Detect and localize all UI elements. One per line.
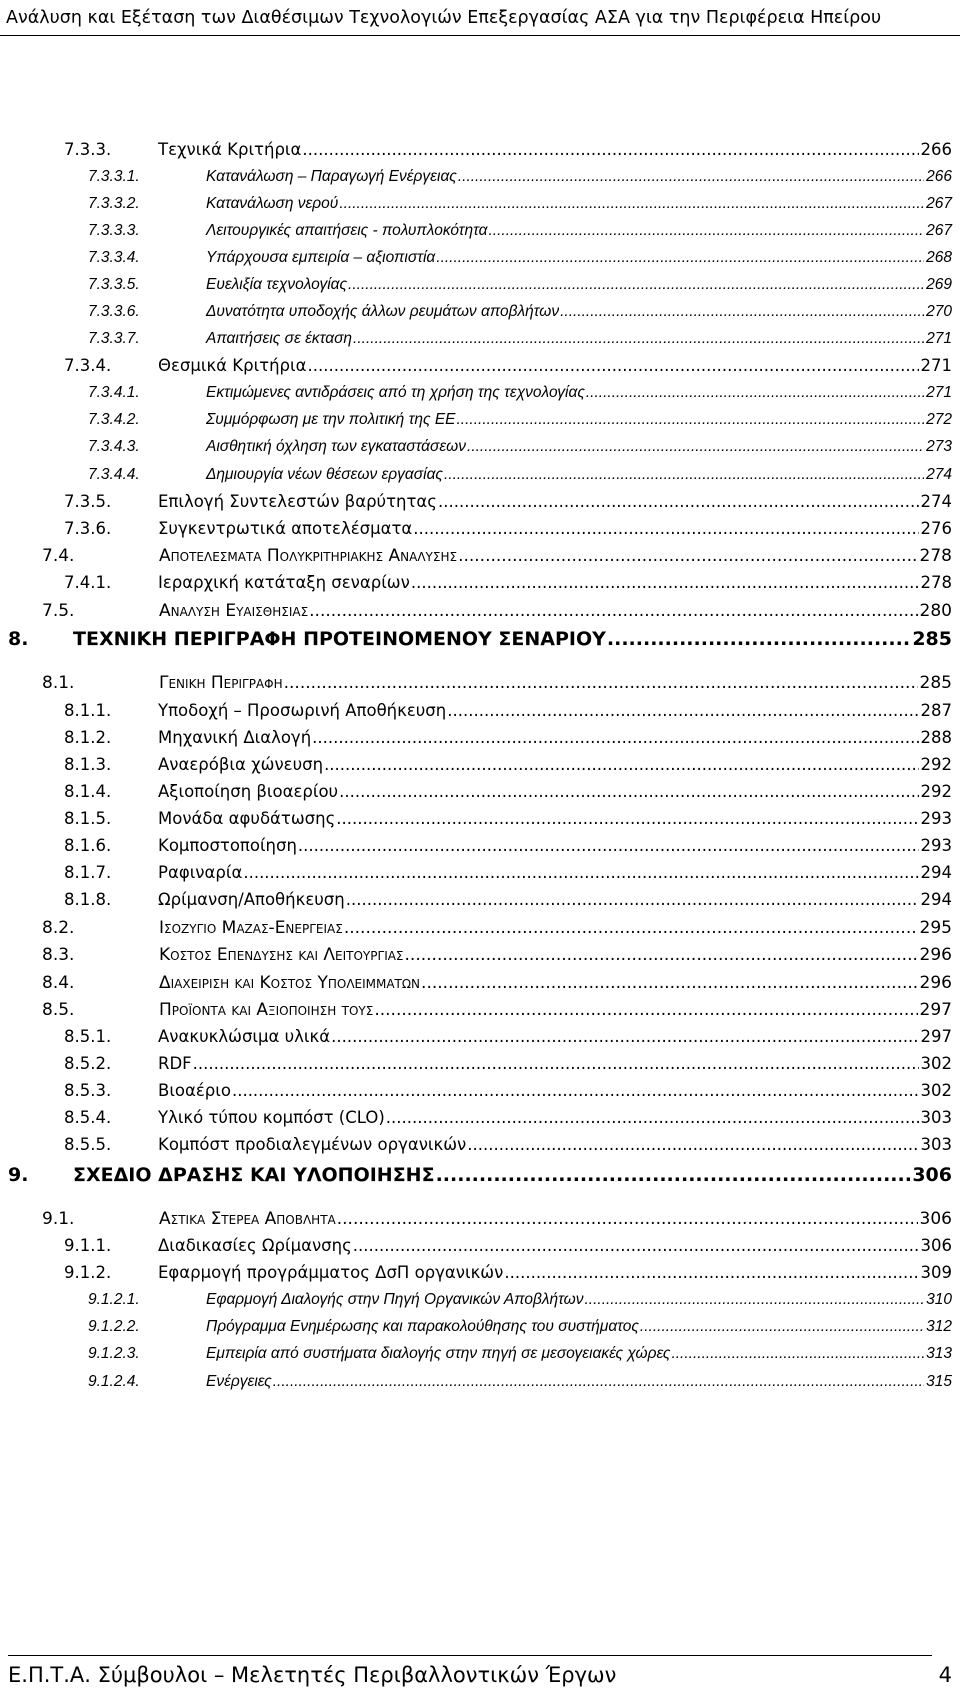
toc-entry-number: 7.3.3.3. bbox=[88, 222, 140, 239]
page-footer bbox=[8, 1660, 952, 1690]
toc-dot-leader bbox=[336, 806, 918, 832]
toc-entry-number: 7.3.4.2. bbox=[88, 411, 140, 428]
toc-entry-title: Ωρίμανση/Αποθήκευση bbox=[158, 890, 345, 909]
toc-entry-page: 306 bbox=[920, 1236, 952, 1255]
toc-entry-number: 7.4. bbox=[42, 546, 75, 566]
toc-entry-title: Αναερόβια χώνευση bbox=[158, 755, 324, 774]
toc-entry-title: Διαχειριση και Κοστος Υπολειμματων bbox=[159, 973, 421, 993]
toc-entry[interactable] bbox=[64, 489, 952, 515]
toc-entry-number: 8.1.7. bbox=[64, 863, 112, 882]
toc-entry-number: 8.2. bbox=[42, 918, 75, 938]
toc-entry-page: 303 bbox=[920, 1135, 952, 1154]
toc-dot-leader bbox=[331, 1024, 918, 1050]
toc-dot-leader bbox=[302, 137, 918, 163]
toc-dot-leader bbox=[193, 1051, 919, 1077]
toc-entry-title: Πρόγραμμα Ενημέρωσης και παρακολούθησης του συστήματος bbox=[206, 1318, 639, 1335]
toc-entry-title: Κατανάλωση νερού bbox=[206, 195, 339, 212]
toc-entry[interactable] bbox=[64, 1024, 952, 1050]
toc-entry-title: Ραφιναρία bbox=[158, 863, 243, 882]
toc-entry[interactable] bbox=[88, 1341, 952, 1367]
toc-entry-page: 306 bbox=[912, 1164, 952, 1186]
toc-entry-title: Κομποστοποίηση bbox=[158, 836, 297, 855]
toc-entry-number: 8.1.2. bbox=[64, 728, 112, 747]
toc-dot-leader bbox=[309, 598, 917, 624]
footer-page-number: 4 bbox=[938, 1663, 952, 1687]
toc-entry-title: Υποδοχή – Προσωρινή Αποθήκευση bbox=[158, 701, 447, 720]
toc-dot-leader bbox=[353, 1233, 919, 1259]
toc-entry-number: 8.1.8. bbox=[64, 890, 112, 909]
toc-dot-leader bbox=[671, 1341, 924, 1367]
toc-entry-title: Αξιοποίηση βιοαερίου bbox=[158, 782, 339, 801]
toc-entry-page: 274 bbox=[926, 466, 952, 483]
toc-dot-leader bbox=[444, 462, 924, 488]
toc-entry[interactable] bbox=[42, 970, 952, 996]
toc-entry-title: Υλικό τύπου κομπόστ (CLO) bbox=[158, 1108, 385, 1127]
toc-entry[interactable] bbox=[64, 570, 952, 596]
toc-entry-number: 7.3.6. bbox=[64, 519, 112, 538]
toc-entry-number: 9.1.2. bbox=[64, 1263, 112, 1282]
toc-entry[interactable] bbox=[88, 434, 952, 460]
toc-entry-number: 7.3.3.1. bbox=[88, 168, 140, 185]
toc-entry-title: ΣΧΕΔΙΟ ΔΡΑΣΗΣ ΚΑΙ ΥΛΟΠΟΙΗΣΗΣ bbox=[73, 1164, 435, 1186]
toc-entry-page: 310 bbox=[926, 1291, 952, 1308]
footer-text: Ε.Π.Τ.Α. Σύμβουλοι – Μελετητές Περιβαλλοντικών Έργων bbox=[8, 1663, 617, 1687]
toc-dot-leader bbox=[586, 380, 924, 406]
toc-dot-leader bbox=[447, 698, 918, 724]
toc-dot-leader bbox=[436, 245, 924, 271]
toc-entry[interactable] bbox=[42, 915, 952, 941]
toc-entry-number: 7.3.3.4. bbox=[88, 249, 140, 266]
toc-entry[interactable] bbox=[88, 245, 952, 271]
toc-entry-page: 294 bbox=[920, 890, 952, 909]
toc-dot-leader bbox=[504, 1260, 918, 1286]
toc-entry[interactable] bbox=[42, 942, 952, 968]
toc-entry-title: Συγκεντρωτικά αποτελέσματα bbox=[158, 519, 413, 538]
toc-entry-number: 8.1.5. bbox=[64, 809, 112, 828]
toc-entry-number: 7.3.4.1. bbox=[88, 384, 140, 401]
toc-entry-title: RDF bbox=[158, 1054, 192, 1073]
toc-entry[interactable] bbox=[88, 407, 952, 433]
toc-entry-title: Δυνατότητα υποδοχής άλλων ρευμάτων αποβλήτων bbox=[206, 303, 560, 320]
toc-entry-title: Ενέργειες bbox=[206, 1373, 272, 1390]
toc-entry[interactable] bbox=[64, 698, 952, 724]
toc-entry-page: 293 bbox=[920, 836, 952, 855]
toc-entry-page: 278 bbox=[920, 573, 952, 592]
toc-entry-page: 271 bbox=[926, 330, 952, 347]
toc-entry-title: Τεχνικά Κριτήρια bbox=[158, 140, 302, 159]
toc-dot-leader bbox=[411, 570, 919, 596]
toc-entry[interactable] bbox=[88, 218, 952, 244]
toc-entry[interactable] bbox=[64, 752, 952, 778]
toc-entry[interactable] bbox=[88, 191, 952, 217]
toc-dot-leader bbox=[324, 752, 918, 778]
toc-entry-title: Αισθητική όχληση των εγκαταστάσεων bbox=[206, 438, 467, 455]
toc-entry-number: 9. bbox=[8, 1164, 29, 1186]
toc-entry[interactable] bbox=[64, 1051, 952, 1077]
toc-entry[interactable] bbox=[64, 516, 952, 542]
toc-entry-title: ΤΕΧΝΙΚΗ ΠΕΡΙΓΡΑΦΗ ΠΡΟΤΕΙΝΟΜΕΝΟΥ ΣΕΝΑΡΙΟΥ bbox=[73, 628, 606, 650]
toc-entry-page: 309 bbox=[920, 1263, 952, 1282]
toc-dot-leader bbox=[284, 670, 918, 696]
toc-entry-title: Γενικη Περιγραφη bbox=[159, 673, 283, 693]
toc-entry[interactable] bbox=[64, 833, 952, 859]
toc-entry-number: 8. bbox=[8, 628, 29, 650]
toc-entry-title: Κοστος Επενδυσης και Λειτουργιας bbox=[159, 945, 404, 965]
toc-entry[interactable] bbox=[64, 860, 952, 886]
footer-rule bbox=[8, 1655, 932, 1656]
toc-entry[interactable] bbox=[64, 1105, 952, 1131]
toc-entry-page: 294 bbox=[920, 863, 952, 882]
toc-entry-title: Διαδικασίες Ωρίμανσης bbox=[158, 1236, 352, 1255]
toc-entry[interactable] bbox=[64, 779, 952, 805]
toc-entry-page: 296 bbox=[919, 973, 952, 993]
toc-dot-leader bbox=[413, 516, 918, 542]
toc-entry-title: Μονάδα αφυδάτωσης bbox=[158, 809, 336, 828]
toc-entry-title: Συμμόρφωση με την πολιτική της ΕΕ bbox=[206, 411, 456, 428]
toc-entry-number: 7.4.1. bbox=[64, 573, 112, 592]
toc-entry-title: Θεσμικά Κριτήρια bbox=[158, 356, 307, 375]
toc-entry-number: 8.5.4. bbox=[64, 1108, 112, 1127]
toc-entry-title: Εκτιμώμενες αντιδράσεις από τη χρήση της τεχνολογίας bbox=[206, 384, 585, 401]
toc-entry-title: Απαιτήσεις σε έκταση bbox=[206, 330, 353, 347]
toc-entry-title: Κατανάλωση – Παραγωγή Ενέργειας bbox=[206, 168, 457, 185]
toc-entry-number: 8.1.4. bbox=[64, 782, 112, 801]
toc-entry-number: 8.5. bbox=[42, 1000, 75, 1020]
toc-entry-number: 9.1.2.1. bbox=[88, 1291, 140, 1308]
toc-entry-page: 312 bbox=[926, 1318, 952, 1335]
toc-entry-page: 267 bbox=[926, 195, 952, 212]
toc-entry[interactable] bbox=[64, 1260, 952, 1286]
toc-entry-number: 7.3.3.2. bbox=[88, 195, 140, 212]
toc-dot-leader bbox=[273, 1369, 924, 1395]
toc-entry[interactable] bbox=[64, 353, 952, 379]
toc-entry-number: 9.1.1. bbox=[64, 1236, 112, 1255]
toc-dot-leader bbox=[308, 353, 919, 379]
toc-dot-leader bbox=[243, 860, 918, 886]
toc-entry-title: Υπάρχουσα εμπειρία – αξιοπιστία bbox=[206, 249, 436, 266]
toc-entry[interactable] bbox=[88, 1287, 952, 1313]
toc-dot-leader bbox=[640, 1314, 924, 1340]
toc-entry-number: 7.3.3.7. bbox=[88, 330, 140, 347]
toc-entry-page: 276 bbox=[920, 519, 952, 538]
toc-entry-number: 9.1.2.4. bbox=[88, 1373, 140, 1390]
toc-entry[interactable] bbox=[64, 887, 952, 913]
toc-entry[interactable] bbox=[64, 1233, 952, 1259]
toc-entry[interactable] bbox=[88, 380, 952, 406]
toc-entry-number: 7.3.3.5. bbox=[88, 276, 140, 293]
toc-entry-page: 288 bbox=[920, 728, 952, 747]
toc-entry-page: 268 bbox=[926, 249, 952, 266]
toc-entry[interactable] bbox=[42, 670, 952, 696]
toc-entry[interactable] bbox=[64, 1132, 952, 1158]
toc-entry-page: 274 bbox=[920, 492, 952, 511]
toc-entry-number: 7.3.3.6. bbox=[88, 303, 140, 320]
toc-entry-title: Ευελιξία τεχνολογίας bbox=[206, 276, 348, 293]
toc-entry-number: 9.1. bbox=[42, 1209, 75, 1229]
toc-entry-title: Εμπειρία από συστήματα διαλογής στην πηγή σε μεσογειακές χώρες bbox=[206, 1345, 671, 1362]
toc-dot-leader bbox=[467, 434, 924, 460]
toc-entry-title: Εφαρμογή Διαλογής στην Πηγή Οργανικών Αποβλήτων bbox=[206, 1291, 584, 1308]
toc-entry[interactable] bbox=[64, 1078, 952, 1104]
toc-entry-title: Λειτουργικές απαιτήσεις - πολυπλοκότητα bbox=[206, 222, 488, 239]
toc-entry-number: 8.1. bbox=[42, 673, 75, 693]
toc-entry-page: 297 bbox=[919, 1000, 952, 1020]
toc-dot-leader bbox=[489, 218, 925, 244]
toc-entry-page: 271 bbox=[920, 356, 952, 375]
toc-dot-leader bbox=[421, 970, 918, 996]
toc-entry-page: 303 bbox=[920, 1108, 952, 1127]
toc-entry-title: Δημιουργία νέων θέσεων εργασίας bbox=[206, 466, 443, 483]
toc-entry-page: 287 bbox=[920, 701, 952, 720]
toc-entry-page: 273 bbox=[926, 438, 952, 455]
toc-dot-leader bbox=[458, 543, 917, 569]
toc-entry-page: 267 bbox=[926, 222, 952, 239]
toc-dot-leader bbox=[457, 407, 925, 433]
toc-entry-number: 8.5.2. bbox=[64, 1054, 112, 1073]
toc-dot-leader bbox=[344, 915, 918, 941]
toc-entry-page: 296 bbox=[919, 945, 952, 965]
toc-entry-number: 7.3.4. bbox=[64, 356, 112, 375]
toc-entry-title: Επιλογή Συντελεστών βαρύτητας bbox=[158, 492, 437, 511]
toc-entry-page: 280 bbox=[919, 601, 952, 621]
toc-entry[interactable] bbox=[88, 462, 952, 488]
toc-dot-leader bbox=[353, 326, 924, 352]
toc-entry-number: 7.3.4.3. bbox=[88, 438, 140, 455]
toc-entry[interactable] bbox=[88, 1369, 952, 1395]
toc-entry-number: 8.1.1. bbox=[64, 701, 112, 720]
toc-entry-title: Αποτελεσματα Πολυκριτηριακης Αναλυσης bbox=[159, 546, 458, 566]
toc-entry-page: 293 bbox=[920, 809, 952, 828]
toc-entry-number: 7.3.3. bbox=[64, 140, 112, 159]
toc-entry[interactable] bbox=[88, 299, 952, 325]
toc-entry-page: 297 bbox=[920, 1027, 952, 1046]
toc-entry[interactable] bbox=[88, 164, 952, 190]
toc-entry[interactable] bbox=[42, 543, 952, 569]
toc-entry-page: 270 bbox=[926, 303, 952, 320]
toc-entry-page: 266 bbox=[920, 140, 952, 159]
toc-entry-number: 9.1.2.2. bbox=[88, 1318, 140, 1335]
toc-dot-leader bbox=[584, 1287, 924, 1313]
toc-entry[interactable] bbox=[88, 272, 952, 298]
toc-entry-title: Ισοζυγιο Μαζας-Ενεργειας bbox=[159, 918, 343, 938]
toc-entry-number: 7.3.5. bbox=[64, 492, 112, 511]
toc-dot-leader bbox=[386, 1105, 919, 1131]
toc-entry-page: 272 bbox=[926, 411, 952, 428]
toc-entry-page: 302 bbox=[920, 1054, 952, 1073]
toc-entry-page: 313 bbox=[926, 1345, 952, 1362]
toc-dot-leader bbox=[339, 779, 918, 805]
toc-entry[interactable] bbox=[8, 1162, 952, 1188]
toc-entry[interactable] bbox=[42, 598, 952, 624]
toc-entry-page: 302 bbox=[920, 1081, 952, 1100]
toc-entry-title: Κομπόστ προδιαλεγμένων οργανικών bbox=[158, 1135, 467, 1154]
toc-entry-title: Αστικα Στερεα Αποβλητα bbox=[159, 1209, 336, 1229]
toc-entry-page: 285 bbox=[912, 628, 952, 650]
toc-entry-page: 306 bbox=[919, 1209, 952, 1229]
toc-entry[interactable] bbox=[64, 806, 952, 832]
toc-dot-leader bbox=[298, 833, 919, 859]
toc-dot-leader bbox=[337, 1206, 918, 1232]
toc-entry[interactable] bbox=[88, 1314, 952, 1340]
toc-dot-leader bbox=[374, 997, 917, 1023]
toc-entry[interactable] bbox=[8, 626, 952, 652]
toc-entry-page: 315 bbox=[926, 1373, 952, 1390]
toc-dot-leader bbox=[348, 272, 924, 298]
toc-entry-title: Ανακυκλώσιμα υλικά bbox=[158, 1027, 331, 1046]
toc-dot-leader bbox=[438, 489, 919, 515]
toc-entry-page: 278 bbox=[919, 546, 952, 566]
toc-entry[interactable] bbox=[64, 137, 952, 163]
toc-entry[interactable] bbox=[42, 997, 952, 1023]
toc-entry-number: 8.1.6. bbox=[64, 836, 112, 855]
toc-dot-leader bbox=[607, 626, 910, 652]
toc-entry-title: Αναλυση Ευαισθησιας bbox=[159, 601, 309, 621]
toc-dot-leader bbox=[436, 1162, 911, 1188]
toc-entry-title: Ιεραρχική κατάταξη σεναρίων bbox=[158, 573, 410, 592]
toc-dot-leader bbox=[346, 887, 919, 913]
toc-dot-leader bbox=[312, 725, 918, 751]
toc-entry-page: 269 bbox=[926, 276, 952, 293]
toc-entry-number: 7.3.4.4. bbox=[88, 466, 140, 483]
toc-dot-leader bbox=[405, 942, 918, 968]
toc-entry[interactable] bbox=[42, 1206, 952, 1232]
toc-entry-page: 292 bbox=[920, 755, 952, 774]
toc-entry-number: 8.5.3. bbox=[64, 1081, 112, 1100]
toc-entry-title: Μηχανική Διαλογή bbox=[158, 728, 312, 747]
toc-entry[interactable] bbox=[64, 725, 952, 751]
toc-entry-number: 8.4. bbox=[42, 973, 75, 993]
toc-entry-number: 9.1.2.3. bbox=[88, 1345, 140, 1362]
header-title: Ανάλυση και Εξέταση των Διαθέσιμων Τεχνολογιών Επεξεργασίας ΑΣΑ για την Περιφέρεια Ηπείρου bbox=[6, 8, 882, 28]
toc-entry[interactable] bbox=[88, 326, 952, 352]
toc-dot-leader bbox=[560, 299, 924, 325]
toc-entry-number: 8.3. bbox=[42, 945, 75, 965]
toc-entry-number: 8.1.3. bbox=[64, 755, 112, 774]
toc-entry-page: 295 bbox=[919, 918, 952, 938]
toc-entry-number: 7.5. bbox=[42, 601, 75, 621]
toc-dot-leader bbox=[467, 1132, 918, 1158]
toc-entry-number: 8.5.1. bbox=[64, 1027, 112, 1046]
toc-entry-page: 266 bbox=[926, 168, 952, 185]
toc-entry-page: 271 bbox=[926, 384, 952, 401]
toc-entry-page: 292 bbox=[920, 782, 952, 801]
toc-entry-title: Προϊοντα και Αξιοποιηση τους bbox=[159, 1000, 374, 1020]
toc-entry-title: Εφαρμογή προγράμματος ΔσΠ οργανικών bbox=[158, 1263, 504, 1282]
toc-entry-page: 285 bbox=[919, 673, 952, 693]
toc-dot-leader bbox=[232, 1078, 919, 1104]
toc-dot-leader bbox=[458, 164, 924, 190]
toc-entry-title: Βιοαέριο bbox=[158, 1081, 231, 1100]
toc-dot-leader bbox=[339, 191, 924, 217]
toc-entry-number: 8.5.5. bbox=[64, 1135, 112, 1154]
